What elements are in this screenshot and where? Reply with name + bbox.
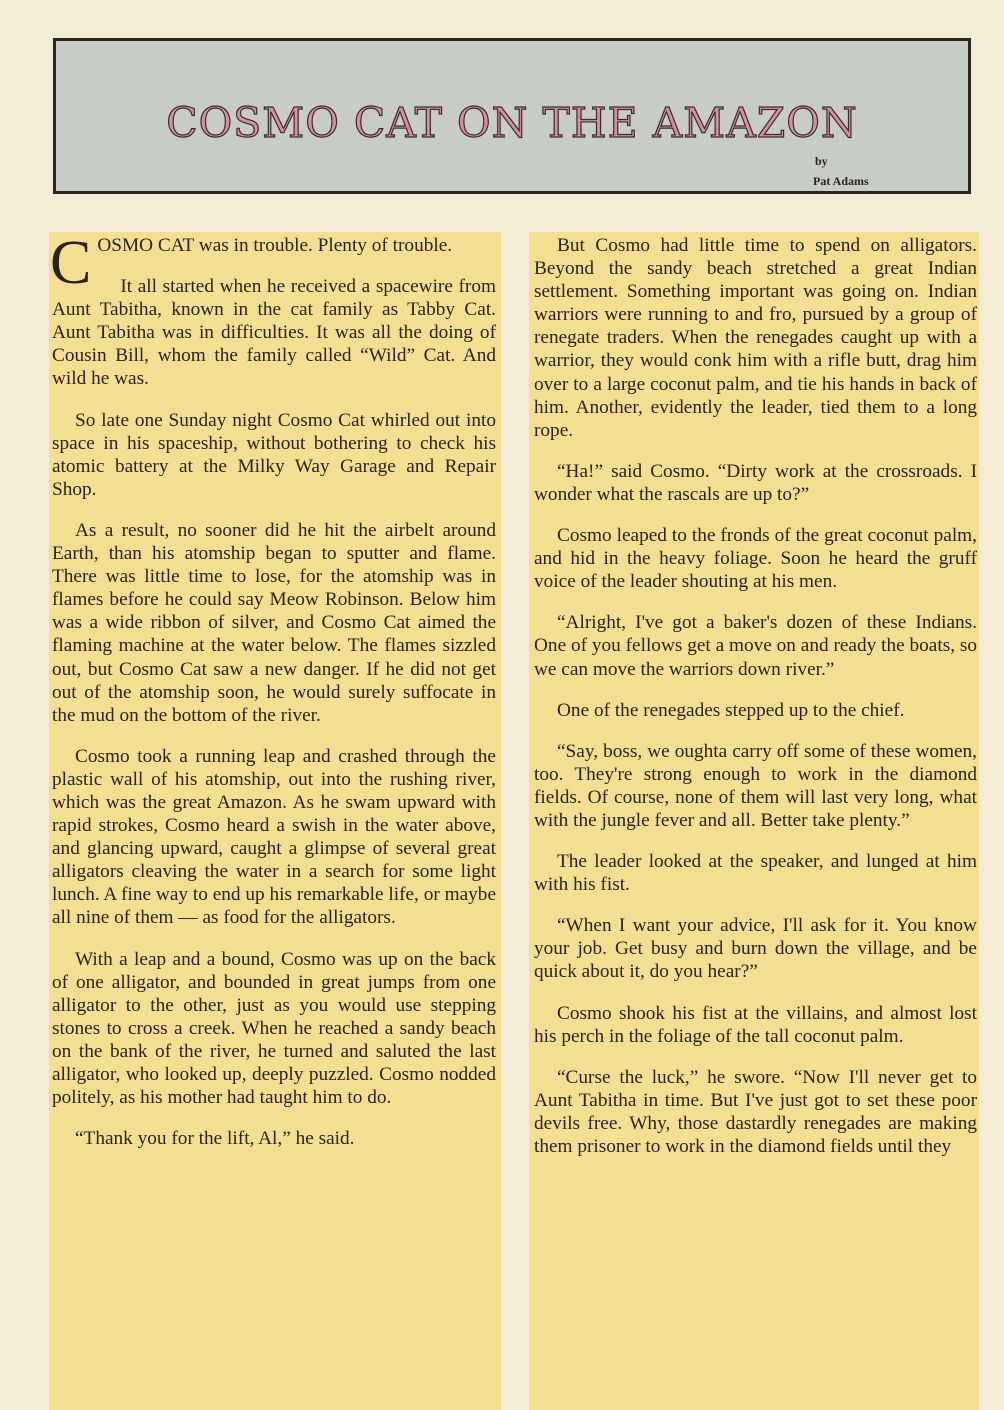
- paragraph: “Say, boss, we oughta carry off some of these women, too. They're strong enough to work in the diamond fields. Of course, none of them will last very long, what with the jungle fever and all. Better take plenty.”: [534, 740, 977, 831]
- paragraph: With a leap and a bound, Cosmo was up on the back of one alligator, and bounded in great jumps from one alligator to the other, just as you would use stepping stones to cross a creek. When he reached a sandy beach on the bank of the river, he turned and saluted the last alligator, who looked up, deeply puzzled. Cosmo nodded politely, as his mother had taught him to do.: [52, 948, 496, 1109]
- paragraph: It all started when he received a spacewire from Aunt Tabitha, known in the cat family as Tabby Cat. Aunt Tabitha was in difficulties. It was all the doing of Cousin Bill, whom the family called “Wild” Cat. And wild he was.: [52, 276, 496, 390]
- paragraph: As a result, no sooner did he hit the airbelt around Earth, than his atomship began to sputter and flame. There was little time to lose, for the atomship was in flames before he could say Meow Robinson. Below him was a wide ribbon of silver, and Cosmo Cat aimed the flaming machine at the water below. The flames sizzled out, but Cosmo Cat saw a new danger. If he did not get out of the atomship soon, he would surely suffocate in the mud on the bottom of the river.: [52, 519, 496, 726]
- paragraph: The leader looked at the speaker, and lunged at him with his fist.: [534, 851, 977, 896]
- drop-cap: C: [50, 229, 92, 297]
- left-column: [49, 229, 501, 1410]
- paragraph: “Curse the luck,” he swore. “Now I'll never get to Aunt Tabitha in time. But I've just got to set these poor devils free. Why, those dastardly renegades are making them prisoner to work in the diamond fields until they: [534, 1066, 977, 1157]
- right-column: [529, 232, 979, 1410]
- title-banner: [53, 38, 971, 194]
- paragraph: One of the renegades stepped up to the chief.: [557, 699, 905, 721]
- paragraph: Cosmo leaped to the fronds of the great coconut palm, and hid in the heavy foliage. Soon he heard the gruff voice of the leader shouting at his men.: [534, 525, 977, 593]
- byline-by: by: [815, 154, 828, 168]
- paragraph: “When I want your advice, I'll ask for it. You know your job. Get busy and burn down the village, and be quick about it, do you hear?”: [534, 915, 977, 983]
- paragraph: “Ha!” said Cosmo. “Dirty work at the crossroads. I wonder what the rascals are up to?”: [534, 460, 977, 505]
- author-name: Pat Adams: [813, 174, 869, 188]
- paragraph: Cosmo took a running leap and crashed through the plastic wall of his atomship, out into the rushing river, which was the great Amazon. As he swam upward with rapid strokes, Cosmo heard a swish in the water above, and glancing upward, caught a glimpse of several great alligators cleaving the water in a search for some light lunch. A fine way to end up his remarkable life, or maybe all nine of them — as food for the alligators.: [52, 745, 496, 929]
- paragraph: So late one Sunday night Cosmo Cat whirled out into space in his spaceship, without bothering to check his atomic battery at the Milky Way Garage and Repair Shop.: [52, 409, 496, 500]
- paragraph: “Alright, I've got a baker's dozen of these Indians. One of you fellows get a move on and ready the boats, so we can move the warriors down river.”: [534, 612, 977, 680]
- byline: [813, 151, 869, 191]
- paragraph: Cosmo shook his fist at the villains, and almost lost his perch in the foliage of the tall coconut palm.: [534, 1002, 977, 1047]
- paragraph: COSMO CAT was in trouble. Plenty of trouble.: [50, 229, 453, 297]
- paragraph: “Thank you for the lift, Al,” he said.: [75, 1128, 355, 1150]
- story-title: COSMO CAT ON THE AMAZON: [166, 99, 858, 147]
- paragraph: But Cosmo had little time to spend on alligators. Beyond the sandy beach stretched a great Indian settlement. Something important was going on. Indian warriors were running to and fro, pursued by a group of renegate traders. When the renegades caught up with a warrior, they would conk him with a rifle butt, drag him over to a large coconut palm, and tie his hands in back of him. Another, evidently the leader, tied them to a long rope.: [534, 235, 977, 441]
